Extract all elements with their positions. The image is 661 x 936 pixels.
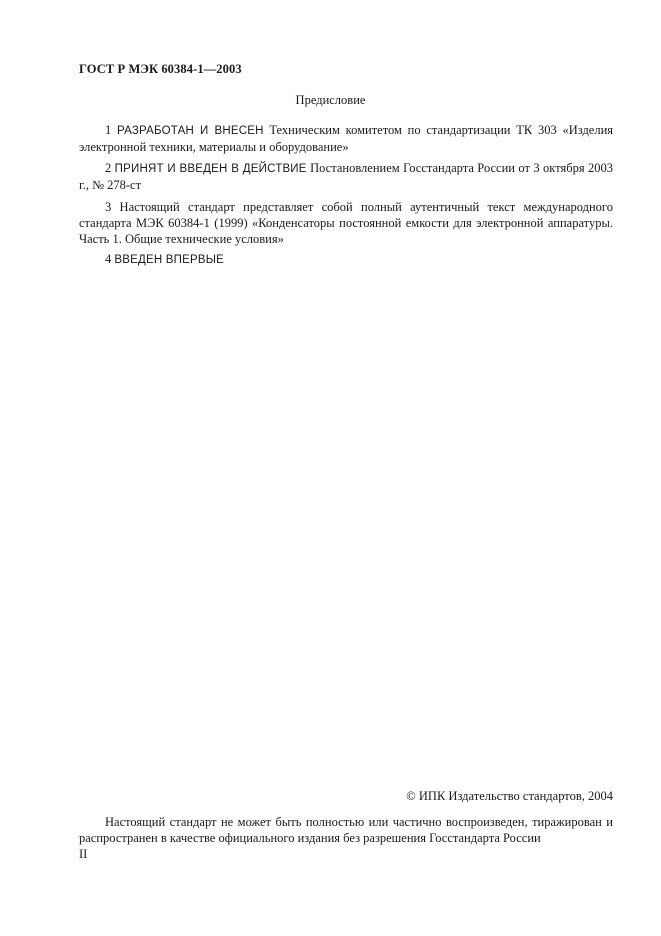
page-number: II — [79, 847, 88, 861]
reproduction-notice: Настоящий стандарт не может быть полностью или частично воспроизведен, тиражирован и распространен в качестве официального издания без разрешения Госстандарта России — [79, 815, 613, 845]
item-number: 3 — [105, 200, 112, 214]
copyright-line: © ИПК Издательство стандартов, 2004 — [406, 789, 613, 803]
item-number: 2 — [105, 161, 112, 175]
document-code: ГОСТ Р МЭК 60384-1—2003 — [79, 62, 242, 76]
item-number: 1 — [105, 123, 112, 137]
foreword-item-4 — [79, 251, 613, 268]
item-text: Постановлением Госстандарта России от 3 октября 2003 г., № 278-ст — [79, 161, 614, 192]
item-caps-heading: РАЗРАБОТАН И ВНЕСЕН — [117, 125, 264, 137]
item-text: Настоящий стандарт представляет собой полный аутентичный текст международного стандарта МЭК 60384-1 (1999) «Конденсаторы постоянной емкости для электронной аппаратуры. Часть 1. Общие технические условия» — [79, 200, 613, 246]
foreword-item-1 — [79, 122, 613, 155]
item-text: Техническим комитетом по стандартизации ТК 303 «Изделия электронной техники, материалы и оборудование» — [79, 123, 614, 154]
foreword-item-3 — [79, 199, 613, 247]
foreword-item-2 — [79, 160, 613, 193]
foreword-title: Предисловие — [295, 93, 366, 107]
item-caps-heading: ПРИНЯТ И ВВЕДЕН В ДЕЙСТВИЕ — [114, 163, 307, 175]
item-caps-heading: ВВЕДЕН ВПЕРВЫЕ — [114, 254, 224, 266]
item-number: 4 — [105, 252, 112, 266]
